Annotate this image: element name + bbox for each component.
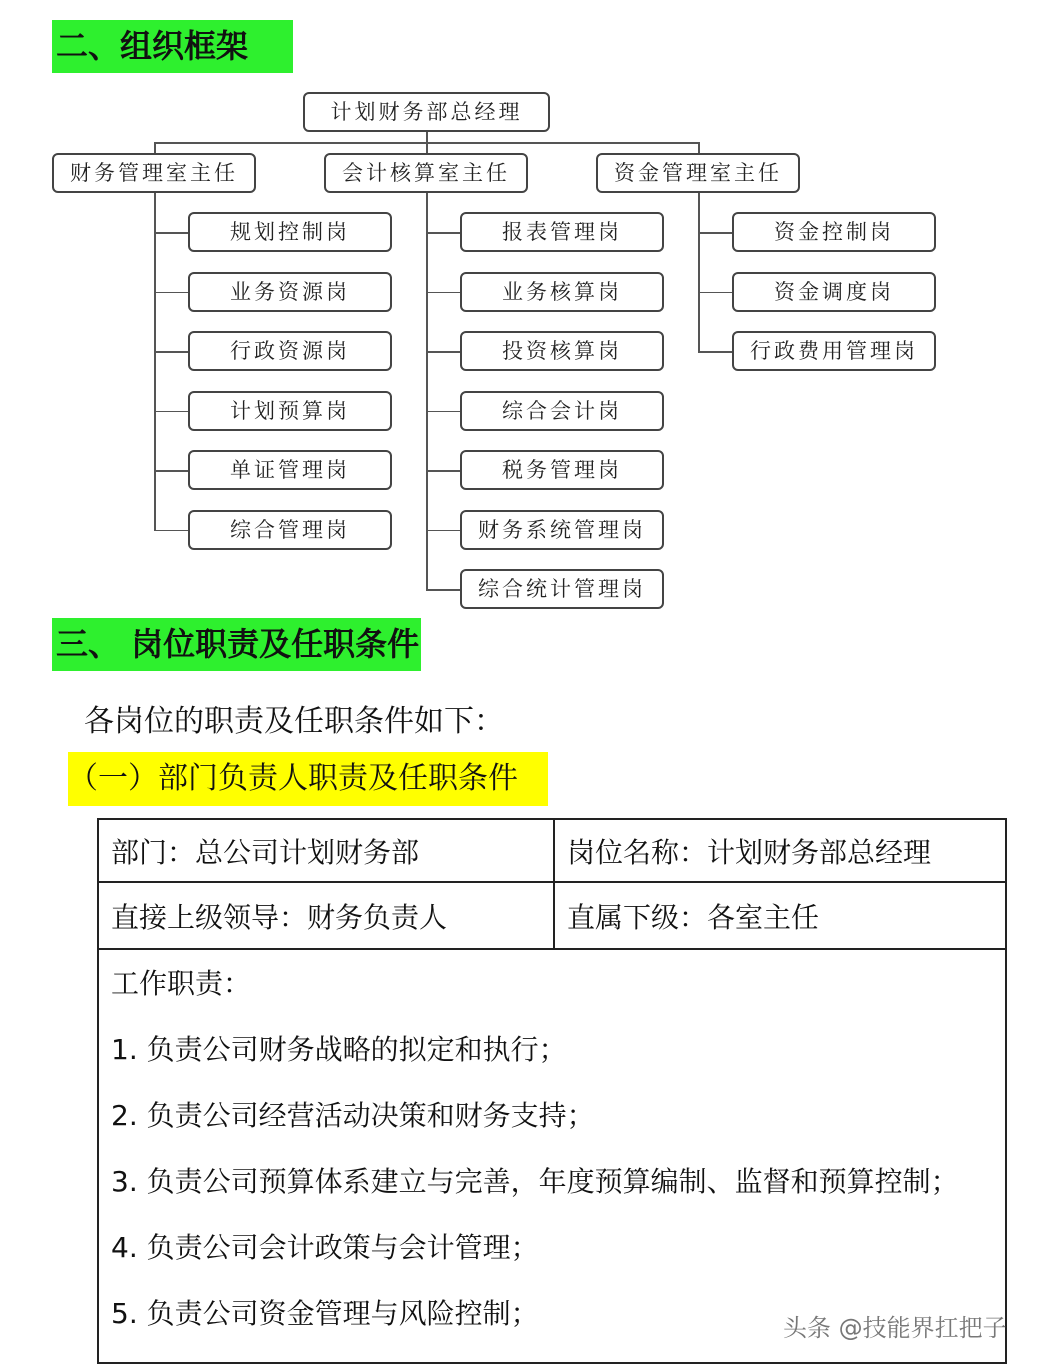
org-box-post: 税务管理岗 <box>460 450 664 490</box>
connector <box>154 232 188 234</box>
org-box-post: 综合会计岗 <box>460 391 664 431</box>
duty-item: 4. 负责公司会计政策与会计管理； <box>111 1231 539 1264</box>
duty-item: 1. 负责公司财务战略的拟定和执行； <box>111 1033 567 1066</box>
org-box-post: 报表管理岗 <box>460 212 664 252</box>
org-box-post: 资金控制岗 <box>732 212 936 252</box>
connector <box>426 589 460 591</box>
org-box-post: 行政费用管理岗 <box>732 331 936 371</box>
org-box-post: 单证管理岗 <box>188 450 392 490</box>
section-heading-duties: 三、 岗位职责及任职条件 <box>52 618 421 671</box>
intro-text: 各岗位的职责及任职条件如下： <box>84 704 504 739</box>
connector <box>154 470 188 472</box>
org-box-post: 综合统计管理岗 <box>460 569 664 609</box>
org-box-post: 规划控制岗 <box>188 212 392 252</box>
connector <box>154 193 156 530</box>
connector <box>426 351 460 353</box>
connector <box>154 530 188 532</box>
dept-cell: 部门：总公司计划财务部 <box>98 819 554 882</box>
watermark: 头条 @技能界扛把子 <box>783 1314 1007 1342</box>
section-heading-org: 二、组织框架 <box>52 20 293 73</box>
duties-label: 工作职责： <box>111 967 252 1000</box>
org-box-manager: 财务管理室主任 <box>52 153 256 193</box>
connector <box>426 232 460 234</box>
position-cell: 岗位名称：计划财务部总经理 <box>554 819 1006 882</box>
org-box-post: 计划预算岗 <box>188 391 392 431</box>
subsection-heading: （一）部门负责人职责及任职条件 <box>68 752 548 806</box>
connector <box>698 351 732 353</box>
connector <box>154 292 188 294</box>
duties-cell <box>98 949 1006 1363</box>
org-box-post: 综合管理岗 <box>188 510 392 550</box>
org-box-manager: 资金管理室主任 <box>596 153 800 193</box>
org-box-manager: 会计核算室主任 <box>324 153 528 193</box>
connector <box>154 351 188 353</box>
connector <box>154 411 188 413</box>
duty-item: 5. 负责公司资金管理与风险控制； <box>111 1297 539 1330</box>
duty-item: 3. 负责公司预算体系建立与完善，年度预算编制、监督和预算控制； <box>111 1165 959 1198</box>
duty-table <box>97 818 1007 1364</box>
org-box-post: 业务资源岗 <box>188 272 392 312</box>
connector <box>698 292 732 294</box>
org-box-post: 业务核算岗 <box>460 272 664 312</box>
org-box-post: 投资核算岗 <box>460 331 664 371</box>
connector <box>426 132 428 142</box>
connector <box>426 292 460 294</box>
duty-item: 2. 负责公司经营活动决策和财务支持； <box>111 1099 595 1132</box>
connector <box>698 142 700 153</box>
connector <box>426 470 460 472</box>
connector <box>698 232 732 234</box>
org-box-post: 行政资源岗 <box>188 331 392 371</box>
connector <box>698 193 700 351</box>
connector <box>426 530 460 532</box>
connector <box>426 142 428 153</box>
org-box-post: 资金调度岗 <box>732 272 936 312</box>
connector <box>426 411 460 413</box>
superior-cell: 直接上级领导：财务负责人 <box>98 882 554 949</box>
connector <box>154 142 156 153</box>
subordinate-cell: 直属下级：各室主任 <box>554 882 1006 949</box>
org-box-post: 财务系统管理岗 <box>460 510 664 550</box>
org-box-top: 计划财务部总经理 <box>303 92 550 132</box>
